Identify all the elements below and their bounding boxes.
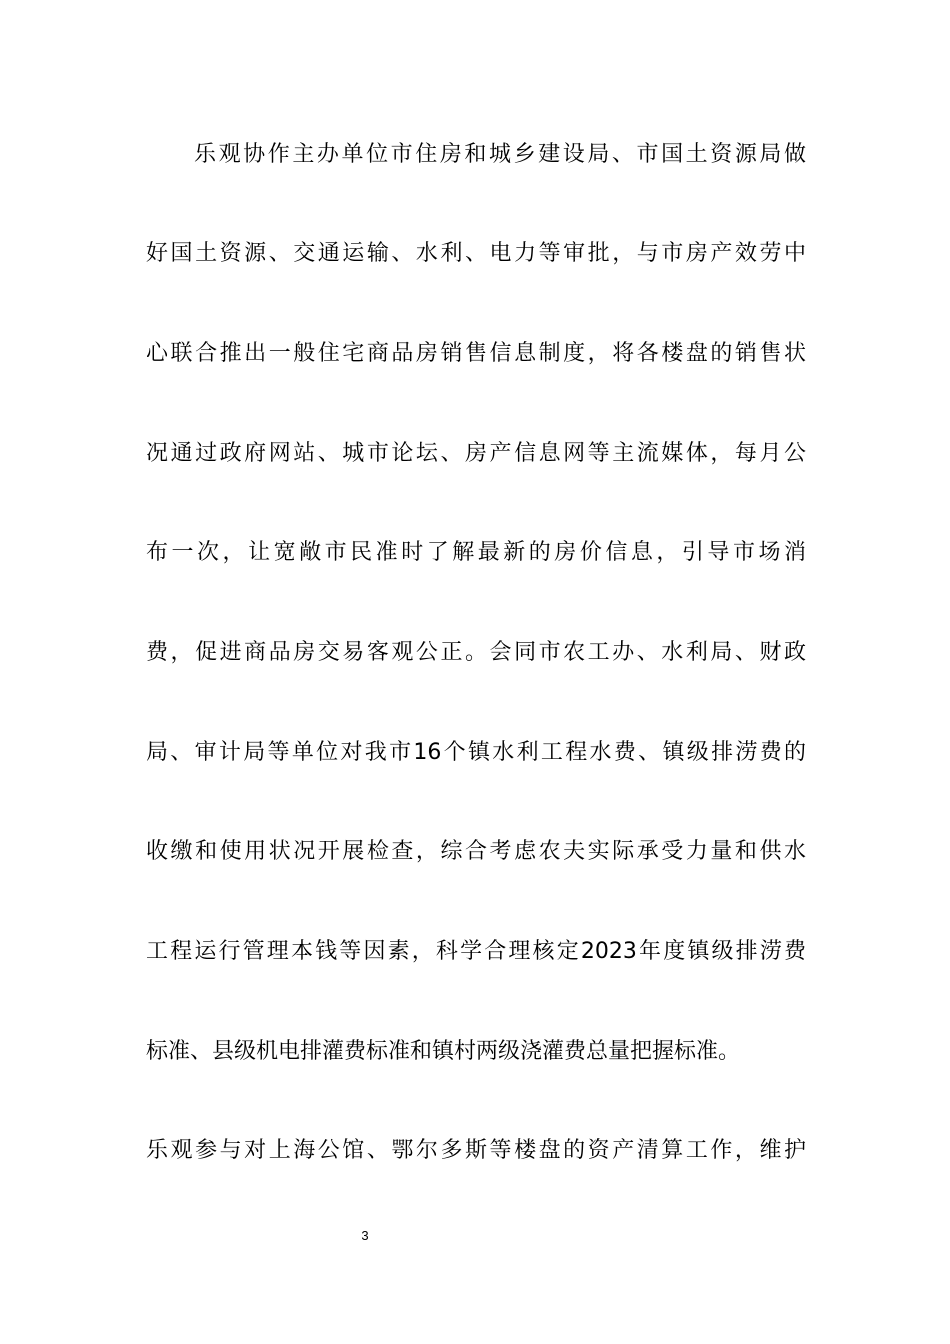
paragraph-line-3: 心联合推出一般住宅商品房销售信息制度，将各楼盘的销售状: [146, 341, 806, 366]
paragraph-line-7: 局、审计局等单位对我市16个镇水利工程水费、镇级排涝费的: [146, 740, 806, 765]
paragraph-line-9: 工程运行管理本钱等因素，科学合理核定2023年度镇级排涝费: [146, 939, 806, 964]
paragraph-line-2: 好国土资源、交通运输、水利、电力等审批，与市房产效劳中: [146, 241, 806, 266]
paragraph-line-4: 况通过政府网站、城市论坛、房产信息网等主流媒体，每月公: [146, 441, 806, 466]
page-number: 3: [361, 1228, 369, 1243]
paragraph-line-6: 费，促进商品房交易客观公正。会同市农工办、水利局、财政: [146, 640, 806, 665]
paragraph-line-1: 乐观协作主办单位市住房和城乡建设局、市国土资源局做: [194, 142, 806, 167]
paragraph-line-11: 乐观参与对上海公馆、鄂尔多斯等楼盘的资产清算工作，维护: [146, 1138, 806, 1163]
paragraph-line-10: 标准、县级机电排灌费标准和镇村两级浇灌费总量把握标准。: [146, 1039, 741, 1064]
paragraph-line-8: 收缴和使用状况开展检查，综合考虑农夫实际承受力量和供水: [146, 839, 806, 864]
paragraph-line-5: 布一次，让宽敞市民准时了解最新的房价信息，引导市场消: [146, 540, 806, 565]
